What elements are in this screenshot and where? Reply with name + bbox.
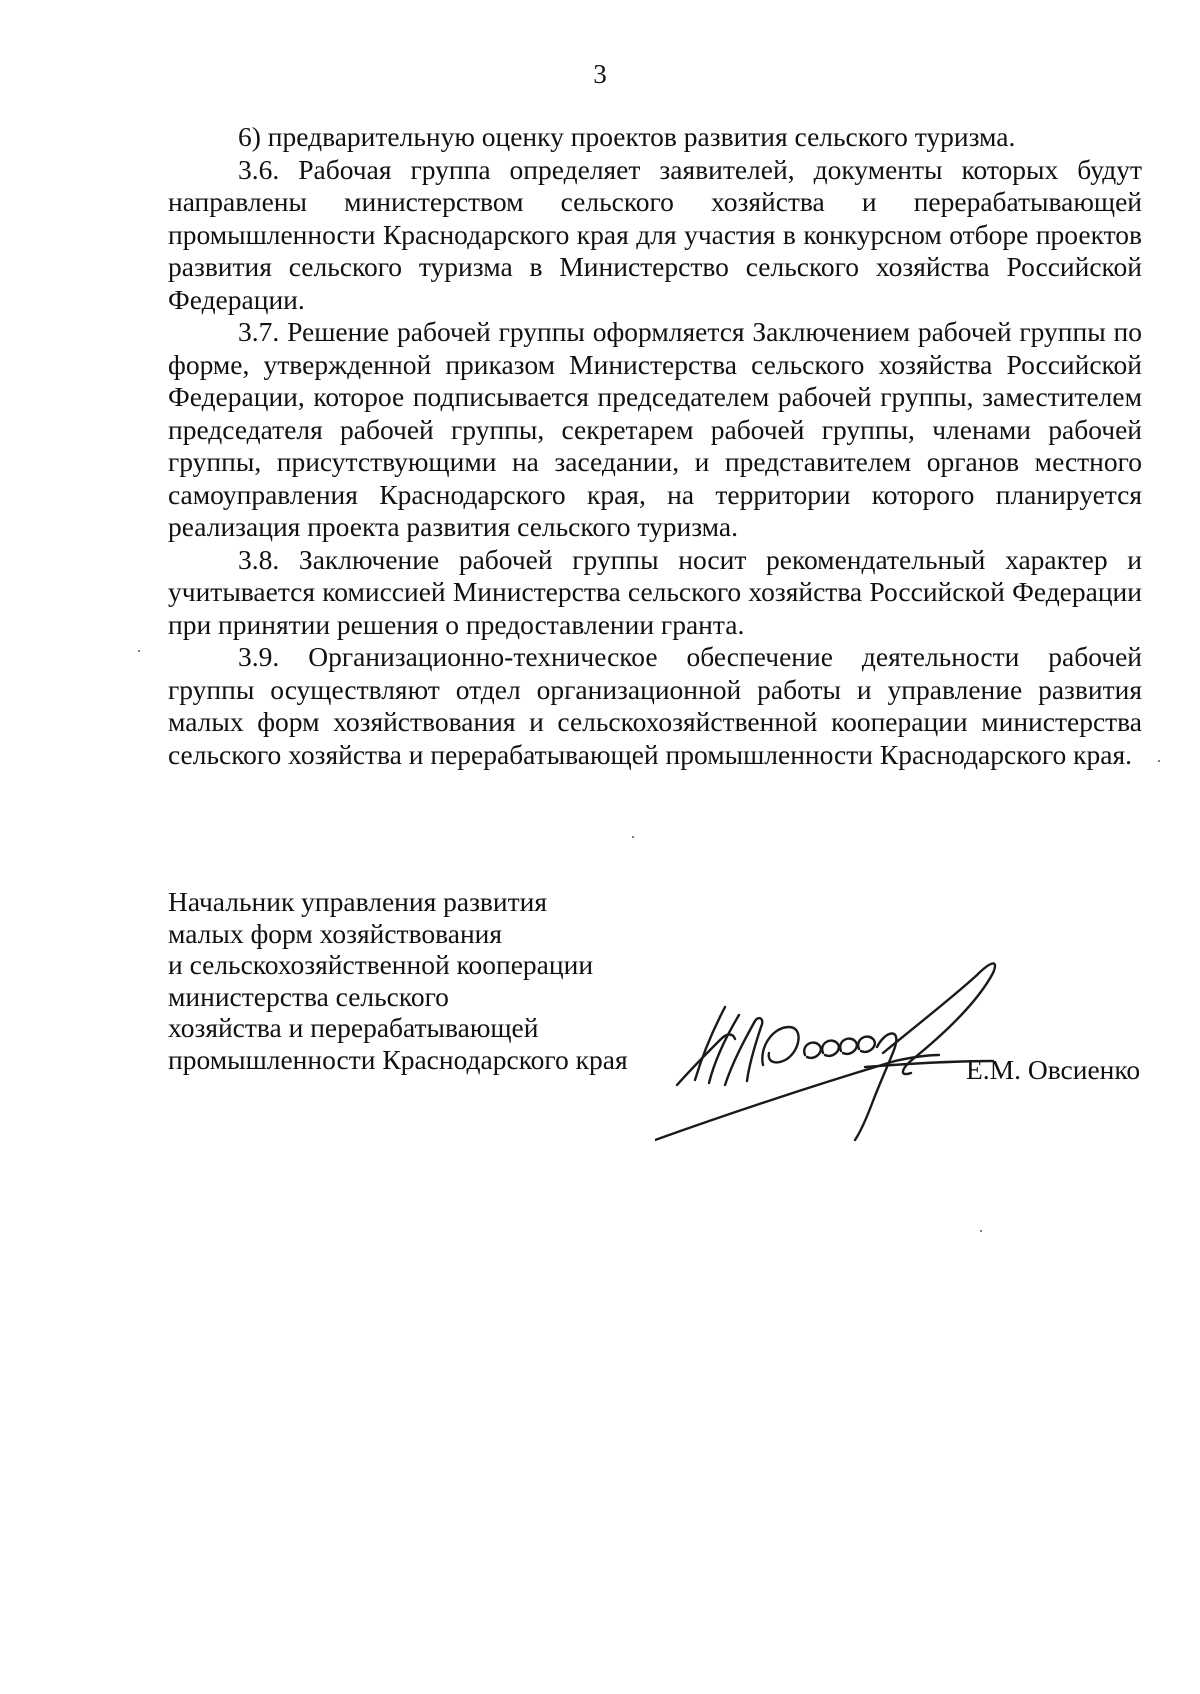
paragraph-3-9: 3.9. Организационно-техническое обеспечение деятельности рабочей группы осуществляют отдел организационной работы и управление развития малых форм хозяйствования и сельскохозяйственной кооперации министерства сельского хозяйства и перерабатывающей промышленности Краснодарского края. bbox=[168, 641, 1142, 770]
document-body bbox=[168, 121, 1142, 771]
paragraph-3-8: 3.8. Заключение рабочей группы носит рекомендательный характер и учитывается комиссией Министерства сельского хозяйства Российской Федерации при принятии решения о предоставлении гранта. bbox=[168, 543, 1142, 640]
position-line: и сельскохозяйственной кооперации bbox=[168, 949, 594, 980]
position-line: хозяйства и перерабатывающей bbox=[168, 1012, 539, 1043]
scan-speck bbox=[632, 836, 634, 838]
paragraph-3-6: 3.6. Рабочая группа определяет заявителей, документы которых будут направлены министерством сельского хозяйства и перерабатывающей промышленности Краснодарского края для участия в конкурсном отборе проектов развития сельского туризма в Министерство сельского хозяйства Российской Федерации. bbox=[168, 153, 1142, 315]
position-line: промышленности Краснодарского края bbox=[168, 1043, 628, 1075]
scan-speck bbox=[1158, 760, 1160, 762]
signer-name: Е.М. Овсиенко bbox=[966, 1054, 1141, 1085]
paragraph-item-6: 6) предварительную оценку проектов развития сельского туризма. bbox=[238, 121, 1016, 152]
scan-speck bbox=[980, 1230, 982, 1232]
position-line: малых форм хозяйствования bbox=[168, 917, 503, 949]
page-number: 3 bbox=[593, 59, 607, 89]
position-line: министерства сельского bbox=[168, 980, 449, 1012]
scan-speck bbox=[138, 650, 140, 652]
paragraph-3-7: 3.7. Решение рабочей группы оформляется Заключением рабочей группы по форме, утвержденной приказом Министерства сельского хозяйства Российской Федерации, которое подписывается председателем рабочей группы, заместителем председателя рабочей группы, секретарем рабочей группы, членами рабочей группы, присутствующими на заседании, и представителем органов местного самоуправления Краснодарского края, на территории которого планируется реализация проекта развития сельского туризма. bbox=[168, 316, 1142, 542]
handwritten-signature bbox=[655, 935, 1085, 1150]
position-line: Начальник управления развития bbox=[168, 886, 548, 917]
